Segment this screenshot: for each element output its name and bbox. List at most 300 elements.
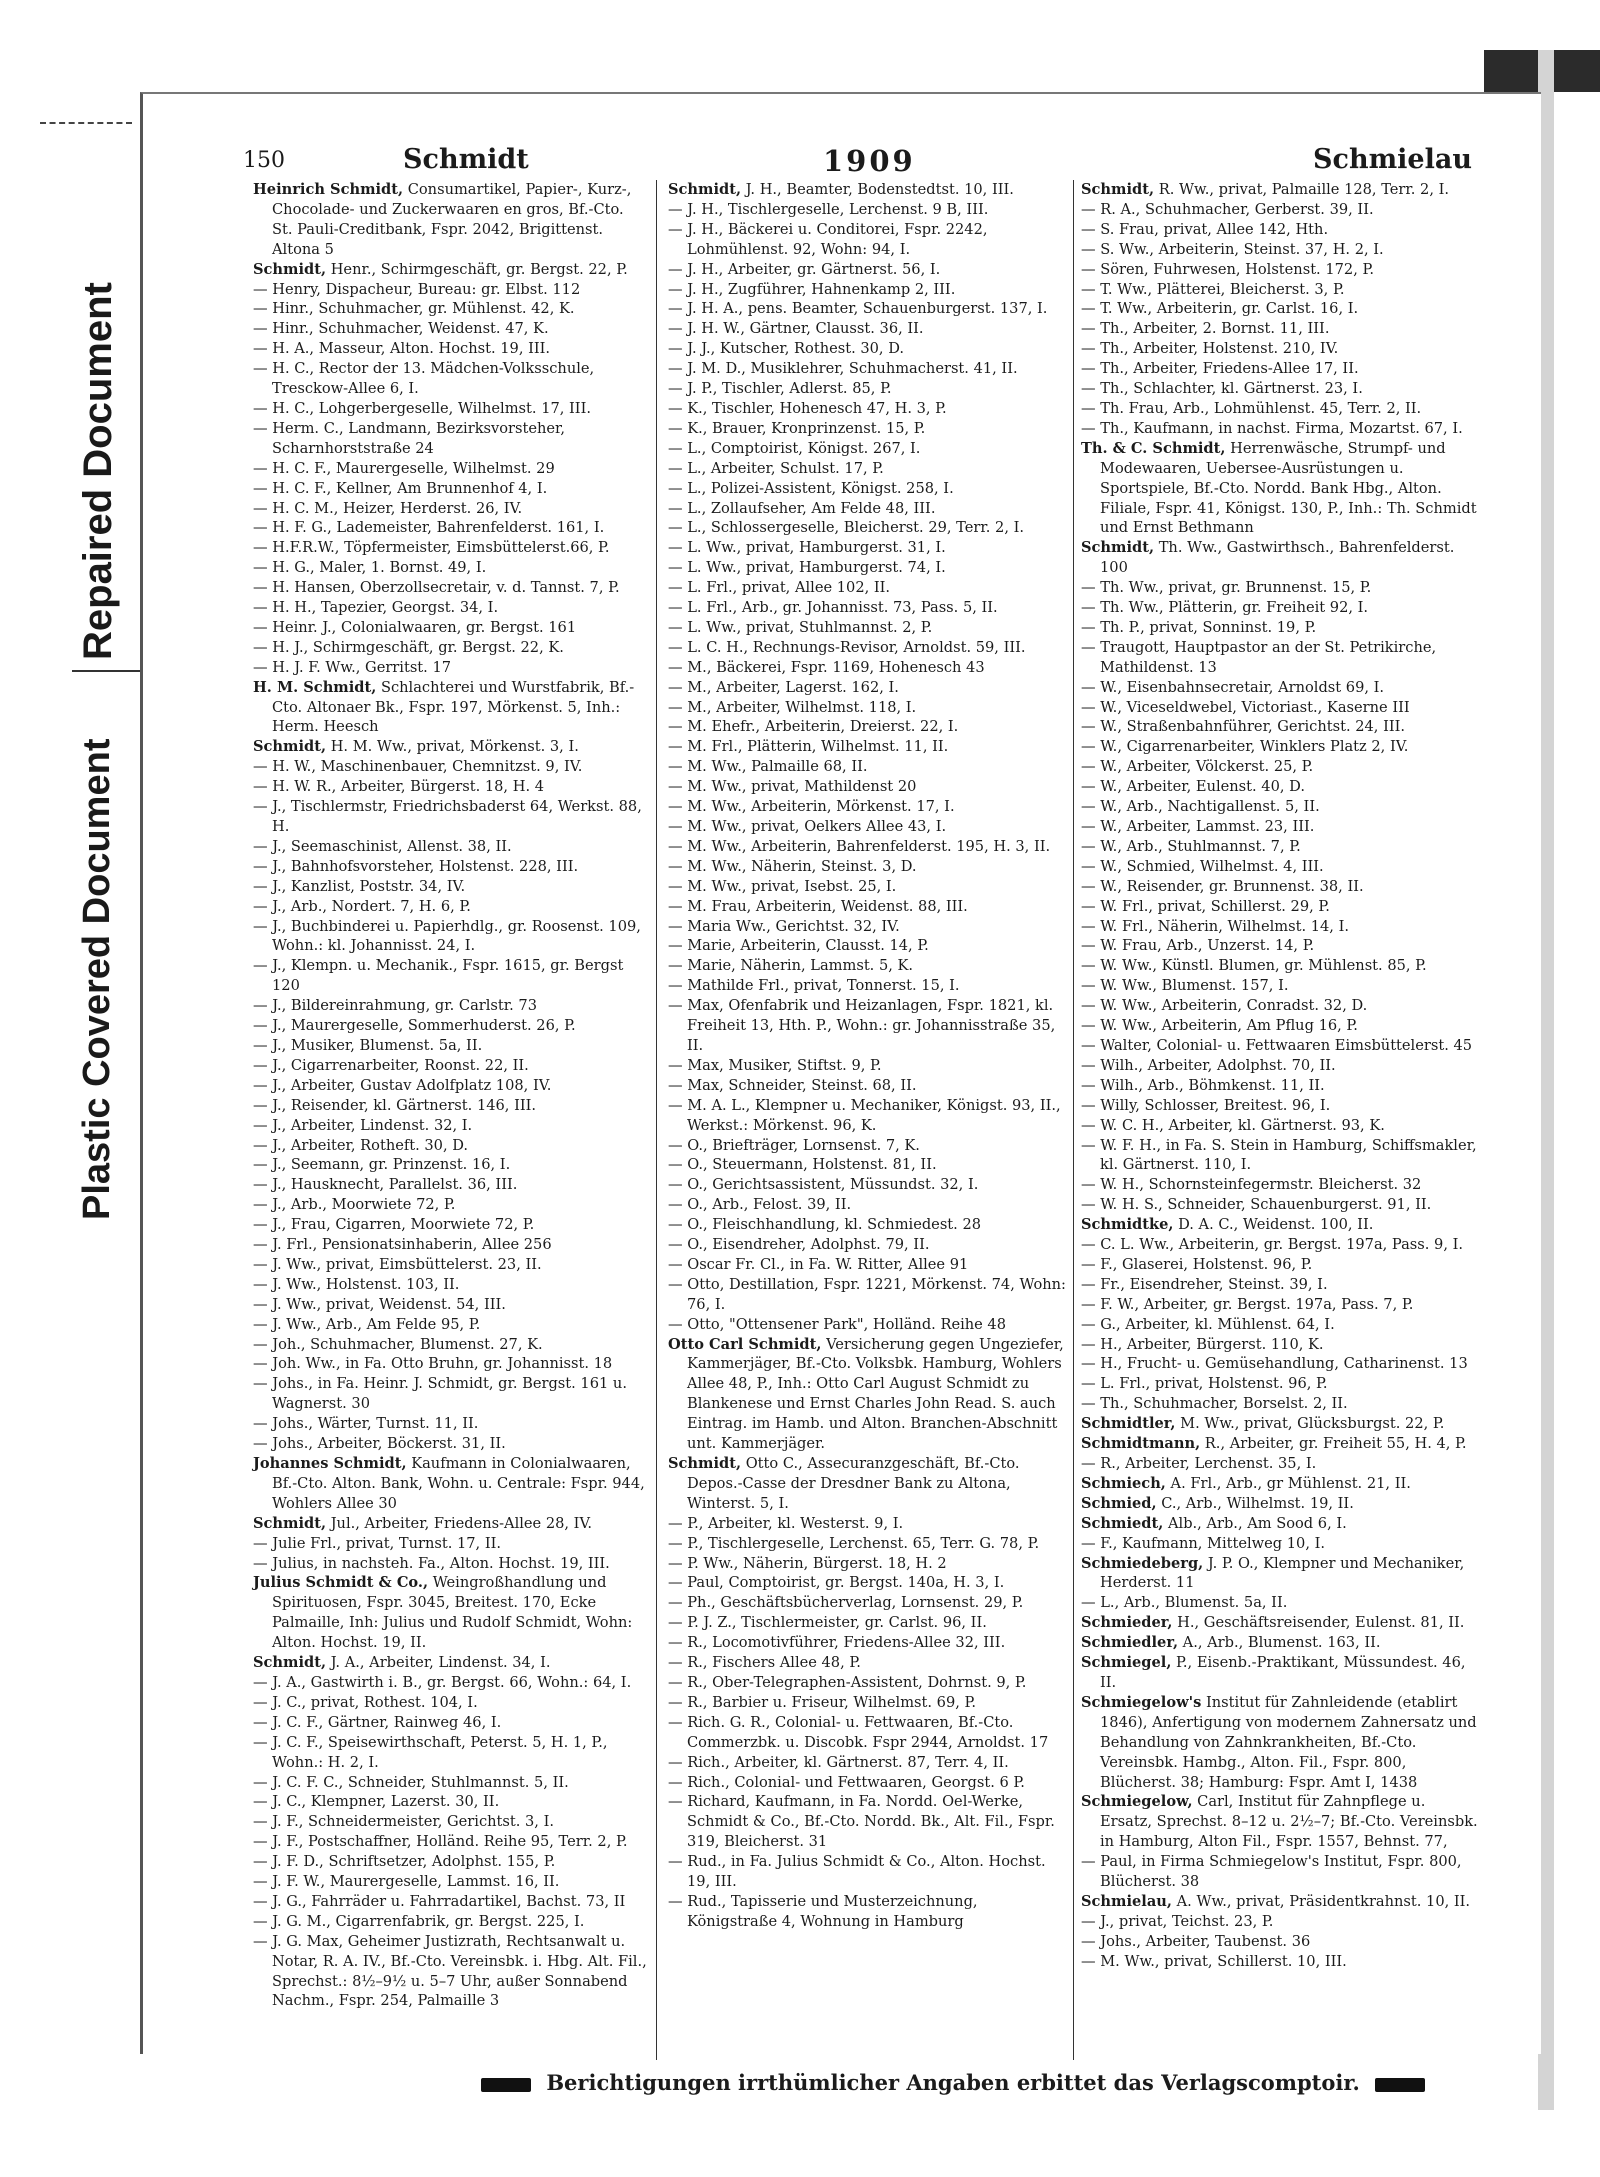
entry-details: — W., Arb., Stuhlmannst. 7, P. <box>1081 837 1301 855</box>
directory-entry <box>253 857 648 877</box>
entry-details: C., Arb., Wilhelmst. 19, II. <box>1156 1494 1354 1512</box>
entry-details: — W. Frl., privat, Schillerst. 29, P. <box>1081 897 1330 915</box>
footer-notice <box>473 2070 1373 2104</box>
column-2 <box>668 180 1068 1932</box>
directory-entry <box>1081 897 1481 917</box>
entry-details: — M. Ww., privat, Mathildenst 20 <box>668 778 917 796</box>
entry-details: — L., Arb., Blumenst. 5a, II. <box>1081 1594 1288 1612</box>
entry-name: Schmidt, <box>253 260 327 278</box>
directory-entry <box>253 1434 648 1454</box>
entry-details: — J. Ww., privat, Weidenst. 54, III. <box>253 1295 506 1313</box>
entry-details: — P. Ww., Näherin, Bürgerst. 18, H. 2 <box>668 1554 947 1572</box>
entry-details: — H., Arbeiter, Bürgerst. 110, K. <box>1081 1335 1324 1353</box>
entry-details: — H. W. R., Arbeiter, Bürgerst. 18, H. 4 <box>253 778 545 796</box>
directory-entry <box>253 1016 648 1036</box>
directory-entry <box>253 1812 648 1832</box>
entry-name: Th. & C. Schmidt, <box>1081 439 1226 457</box>
directory-entry <box>1081 1932 1481 1952</box>
entry-details: — W., Arbeiter, Eulenst. 40, D. <box>1081 778 1305 796</box>
entry-name: Schmidtke, <box>1081 1216 1174 1234</box>
directory-entry <box>668 1056 1068 1076</box>
entry-details: — L., Zollaufseher, Am Felde 48, III. <box>668 499 936 517</box>
entry-details: — J., Hausknecht, Parallelst. 36, III. <box>253 1176 518 1194</box>
directory-entry <box>668 319 1068 339</box>
directory-entry <box>1081 698 1481 718</box>
entry-details: — Maria Ww., Gerichtst. 32, IV. <box>668 917 900 935</box>
directory-entry <box>668 1773 1068 1793</box>
entry-details: — M. Ww., privat, Schillerst. 10, III. <box>1081 1952 1347 1970</box>
entry-details: — H. C., Rector der 13. Mädchen-Volksschule, Tresckow-Allee 6, I. <box>253 360 595 398</box>
directory-entry <box>668 1096 1068 1136</box>
directory-entry <box>253 1932 648 2012</box>
entry-details: Otto C., Assecuranzgeschäft, Bf.-Cto. Depos.-Casse der Dresdner Bank zu Altona, Winterst. 5, I. <box>687 1455 1020 1512</box>
entry-details: — J., Arbeiter, Lindenst. 32, I. <box>253 1116 473 1134</box>
pointing-hand-icon <box>1375 2078 1425 2092</box>
entry-details: — Max, Ofenfabrik und Heizanlagen, Fspr. 1821, kl. Freiheit 13, Hth. P., Wohn.: gr. Johannisstraße 35, II. <box>668 997 1056 1054</box>
directory-entry <box>253 1096 648 1116</box>
directory-entry <box>1081 220 1481 240</box>
entry-details: — Julie Frl., privat, Turnst. 17, II. <box>253 1534 502 1552</box>
directory-entry <box>1081 1613 1481 1633</box>
directory-entry <box>253 618 648 638</box>
directory-entry <box>253 678 648 738</box>
entry-details: — J. G., Fahrräder u. Fahrradartikel, Bachst. 73, II <box>253 1892 626 1910</box>
directory-entry <box>1081 319 1481 339</box>
directory-entry <box>1081 717 1481 737</box>
entry-details: — J. H. W., Gärtner, Clausst. 36, II. <box>668 320 924 338</box>
directory-entry <box>668 1534 1068 1554</box>
directory-entry <box>668 359 1068 379</box>
directory-entry <box>1081 1593 1481 1613</box>
directory-entry <box>668 419 1068 439</box>
directory-entry <box>1081 439 1481 539</box>
entry-details: — R., Fischers Allee 48, P. <box>668 1654 861 1672</box>
entry-details: — J., Seemaschinist, Allenst. 38, II. <box>253 837 512 855</box>
directory-entry <box>1081 1215 1481 1235</box>
entry-details: — Marie, Arbeiterin, Clausst. 14, P. <box>668 937 929 955</box>
directory-entry <box>1081 678 1481 698</box>
entry-details: — W. Frau, Arb., Unzerst. 14, P. <box>1081 937 1315 955</box>
entry-details: — Mathilde Frl., privat, Tonnerst. 15, I. <box>668 977 960 995</box>
directory-entry <box>668 1076 1068 1096</box>
entry-details: — J., Bildereinrahmung, gr. Carlstr. 73 <box>253 997 537 1015</box>
entry-details: — Paul, Comptoirist, gr. Bergst. 140a, H. 3, I. <box>668 1574 1005 1592</box>
directory-entry <box>668 1573 1068 1593</box>
directory-entry <box>253 578 648 598</box>
directory-entry <box>668 459 1068 479</box>
entry-details: — J. F., Schneidermeister, Gerichtst. 3, I. <box>253 1813 554 1831</box>
directory-entry <box>253 558 648 578</box>
entry-name: Schmidt, <box>668 181 742 198</box>
entry-details: — J., Arb., Moorwiete 72, P. <box>253 1196 456 1214</box>
directory-entry <box>668 1215 1068 1235</box>
entry-details: — W. Ww., Künstl. Blumen, gr. Mühlenst. 85, P. <box>1081 957 1427 975</box>
directory-entry <box>668 1613 1068 1633</box>
directory-entry <box>668 777 1068 797</box>
entry-details: — J., Seemann, gr. Prinzenst. 16, I. <box>253 1156 511 1174</box>
directory-entry <box>253 1374 648 1414</box>
entry-details: Henr., Schirmgeschäft, gr. Bergst. 22, P. <box>326 260 628 278</box>
directory-entry <box>1081 1136 1481 1176</box>
entry-details: — R., Barbier u. Friseur, Wilhelmst. 69, P. <box>668 1693 977 1711</box>
entry-details: — G., Arbeiter, kl. Mühlenst. 64, I. <box>1081 1315 1335 1333</box>
entry-details: — H. A., Masseur, Alton. Hochst. 19, III. <box>253 340 551 358</box>
directory-entry <box>668 757 1068 777</box>
directory-entry <box>253 598 648 618</box>
entry-details: — F. W., Arbeiter, gr. Bergst. 197a, Pass. 7, P. <box>1081 1295 1414 1313</box>
directory-entry <box>253 897 648 917</box>
entry-details: — J. H., Tischlergeselle, Lerchenst. 9 B, III. <box>668 200 989 218</box>
directory-entry <box>1081 917 1481 937</box>
entry-details: — M. Ww., privat, Isebst. 25, I. <box>668 877 897 895</box>
directory-entry <box>253 1175 648 1195</box>
entry-details: — H. G., Maler, 1. Bornst. 49, I. <box>253 559 487 577</box>
entry-name: Schmidt, <box>1081 539 1155 557</box>
entry-name: Schmidt, <box>668 1455 742 1472</box>
directory-entry <box>253 1713 648 1733</box>
directory-entry <box>253 1195 648 1215</box>
entry-name: Johannes Schmidt, <box>253 1455 407 1472</box>
entry-details: — W. Ww., Arbeiterin, Am Pflug 16, P. <box>1081 1017 1358 1035</box>
entry-details: — Th., Arbeiter, Holstenst. 210, IV. <box>1081 340 1339 358</box>
entry-details: — H. H., Tapezier, Georgst. 34, I. <box>253 599 499 617</box>
directory-entry <box>253 1036 648 1056</box>
entry-details: — Rich. G. R., Colonial- u. Fettwaaren, Bf.-Cto. Commerzbk. u. Discobk. Fspr 2944, Arnoldst. 17 <box>668 1713 1049 1751</box>
directory-entry <box>1081 618 1481 638</box>
entry-details: — M. A. L., Klempner u. Mechaniker, Königst. 93, II., Werkst.: Mörkenst. 96, K. <box>668 1096 1061 1134</box>
entry-details: — J., Musiker, Blumenst. 5a, II. <box>253 1036 483 1054</box>
directory-entry <box>253 1354 648 1374</box>
right-running-head: Schmielau <box>1313 144 1472 175</box>
entry-details: — W. H., Schornsteinfegermstr. Bleicherst. 32 <box>1081 1176 1422 1194</box>
entry-details: — Rud., Tapisserie und Musterzeichnung, Königstraße 4, Wohnung in Hamburg <box>668 1892 978 1930</box>
directory-entry <box>1081 1374 1481 1394</box>
entry-details: Th. Ww., Gastwirthsch., Bahrenfelderst. 100 <box>1100 539 1455 577</box>
directory-entry <box>668 956 1068 976</box>
entry-details: Jul., Arbeiter, Friedens-Allee 28, IV. <box>326 1514 593 1532</box>
entry-name: Julius Schmidt & Co., <box>253 1574 429 1592</box>
entry-details: — Th. Frau, Arb., Lohmühlenst. 45, Terr. 2, II. <box>1081 399 1422 417</box>
entry-details: — W. H. S., Schneider, Schauenburgerst. 91, II. <box>1081 1196 1432 1214</box>
directory-entry <box>668 797 1068 817</box>
directory-entry <box>1081 240 1481 260</box>
directory-entry <box>668 558 1068 578</box>
entry-details: — W. Ww., Blumenst. 157, I. <box>1081 977 1289 995</box>
entry-details: — F., Kaufmann, Mittelweg 10, I. <box>1081 1534 1326 1552</box>
entry-details: — Sören, Fuhrwesen, Holstenst. 172, P. <box>1081 260 1374 278</box>
directory-entry <box>668 1753 1068 1773</box>
directory-entry <box>668 598 1068 618</box>
entry-details: — W., Eisenbahnsecretair, Arnoldst 69, I. <box>1081 678 1385 696</box>
directory-entry <box>253 1335 648 1355</box>
directory-entry <box>1081 399 1481 419</box>
entry-details: — R., Locomotivführer, Friedens-Allee 32, III. <box>668 1634 1006 1652</box>
entry-details: — Th., Schuhmacher, Borselst. 2, II. <box>1081 1395 1348 1413</box>
entry-details: — W., Viceseldwebel, Victoriast., Kaserne III <box>1081 698 1410 716</box>
entry-details: — L. Frl., privat, Holstenst. 96, P. <box>1081 1375 1328 1393</box>
entry-details: — J., Arbeiter, Rotheft. 30, D. <box>253 1136 469 1154</box>
directory-entry <box>668 578 1068 598</box>
directory-entry <box>253 1832 648 1852</box>
directory-entry <box>253 797 648 837</box>
directory-entry <box>1081 1494 1481 1514</box>
directory-entry <box>668 1693 1068 1713</box>
entry-details: — J. A., Gastwirth i. B., gr. Bergst. 66, Wohn.: 64, I. <box>253 1673 632 1691</box>
column-rule <box>1073 180 1074 2060</box>
directory-entry <box>1081 1514 1481 1534</box>
directory-entry <box>668 1792 1068 1852</box>
entry-details: H., Geschäftsreisender, Eulenst. 81, II. <box>1172 1614 1465 1632</box>
directory-entry <box>253 479 648 499</box>
directory-entry <box>1081 1912 1481 1932</box>
directory-entry <box>253 1653 648 1673</box>
entry-name: Schmiech, <box>1081 1474 1166 1492</box>
entry-details: Alb., Arb., Am Sood 6, I. <box>1163 1514 1347 1532</box>
directory-entry <box>668 1235 1068 1255</box>
entry-details: — W. C. H., Arbeiter, kl. Gärtnerst. 93, K. <box>1081 1116 1385 1134</box>
footer-text: Berichtigungen irrthümlicher Angaben erbittet das Verlagscomptoir. <box>546 2070 1360 2095</box>
entry-details: Institut für Zahnleidende (etablirt 1846), Anfertigung von modernem Zahnersatz und Behandlung von Zahnkrankheiten, Bf.-Cto. Vereinsbk. Hambg., Alton. Fil., Fspr. 800, Blücherst. 38; Hamburg: Fspr. Amt I, 1438 <box>1100 1693 1477 1791</box>
entry-details: — L., Comptoirist, Königst. 267, I. <box>668 439 921 457</box>
directory-entry <box>253 299 648 319</box>
entry-details: — J. J., Kutscher, Rothest. 30, D. <box>668 340 905 358</box>
entry-details: R., Arbeiter, gr. Freiheit 55, H. 4, P. <box>1200 1435 1467 1453</box>
directory-entry <box>1081 1454 1481 1474</box>
entry-details: — Traugott, Hauptpastor an der St. Petrikirche, Mathildenst. 13 <box>1081 638 1437 676</box>
page-number: 150 <box>243 148 285 173</box>
directory-entry <box>253 1056 648 1076</box>
directory-entry <box>1081 1335 1481 1355</box>
directory-entry <box>253 837 648 857</box>
directory-entry <box>668 1275 1068 1315</box>
entry-details: — W., Arbeiter, Völckerst. 25, P. <box>1081 758 1314 776</box>
entry-details: — J. C. F. C., Schneider, Stuhlmannst. 5, II. <box>253 1773 569 1791</box>
directory-entry <box>668 717 1068 737</box>
entry-name: Schmiegelow's <box>1081 1693 1202 1711</box>
directory-entry <box>1081 757 1481 777</box>
dashed-marker <box>40 122 132 124</box>
entry-details: H. M. Ww., privat, Mörkenst. 3, I. <box>326 738 579 756</box>
directory-entry <box>253 339 648 359</box>
entry-details: — Johs., in Fa. Heinr. J. Schmidt, gr. Bergst. 161 u. Wagnerst. 30 <box>253 1375 627 1413</box>
entry-details: — J., Frau, Cigarren, Moorwiete 72, P. <box>253 1216 535 1234</box>
directory-entry <box>253 1315 648 1335</box>
entry-details: — M. Ww., privat, Oelkers Allee 43, I. <box>668 818 947 835</box>
entry-details: — J., Arbeiter, Gustav Adolfplatz 108, IV. <box>253 1076 552 1094</box>
entry-details: — W. Ww., Arbeiterin, Conradst. 32, D. <box>1081 997 1368 1015</box>
column-rule <box>656 180 657 2060</box>
directory-entry <box>668 538 1068 558</box>
entry-details: — K., Tischler, Hohenesch 47, H. 3, P. <box>668 399 947 417</box>
directory-entry <box>1081 1175 1481 1195</box>
directory-entry <box>668 1593 1068 1613</box>
entry-details: — J. H., Bäckerei u. Conditorei, Fspr. 2242, Lohmühlenst. 92, Wohn: 94, I. <box>668 220 988 258</box>
directory-entry <box>1081 1116 1481 1136</box>
directory-entry <box>668 180 1068 200</box>
entry-details: — C. L. Ww., Arbeiterin, gr. Bergst. 197a, Pass. 9, I. <box>1081 1236 1464 1254</box>
entry-details: — Ph., Geschäftsbücherverlag, Lornsenst. 29, P. <box>668 1594 1024 1612</box>
entry-details: — H. W., Maschinenbauer, Chemnitzst. 9, IV. <box>253 758 583 776</box>
entry-name: Schmidt, <box>253 1514 327 1532</box>
directory-entry <box>253 1514 648 1534</box>
entry-details: — Otto, Destillation, Fspr. 1221, Mörkenst. 74, Wohn: 76, I. <box>668 1275 1066 1313</box>
directory-entry <box>1081 1633 1481 1653</box>
directory-entry <box>668 399 1068 419</box>
entry-details: — J. Ww., Holstenst. 103, II. <box>253 1275 460 1293</box>
directory-entry <box>253 1792 648 1812</box>
directory-entry <box>253 499 648 519</box>
directory-entry <box>253 399 648 419</box>
entry-details: — M. Ww., Arbeiterin, Bahrenfelderst. 195, H. 3, II. <box>668 837 1051 855</box>
entry-details: — J. P., Tischler, Adlerst. 85, P. <box>668 380 892 398</box>
entry-details: — Paul, in Firma Schmiegelow's Institut, Fspr. 800, Blücherst. 38 <box>1081 1853 1462 1891</box>
directory-entry <box>1081 280 1481 300</box>
directory-entry <box>668 1195 1068 1215</box>
directory-entry <box>668 1852 1068 1892</box>
column-3 <box>1081 180 1481 1972</box>
entry-details: — K., Brauer, Kronprinzenst. 15, P. <box>668 419 926 437</box>
directory-entry <box>668 658 1068 678</box>
directory-entry <box>668 857 1068 877</box>
directory-entry <box>1081 1852 1481 1892</box>
directory-entry <box>668 678 1068 698</box>
entry-details: — Th. Ww., privat, gr. Brunnenst. 15, P. <box>1081 579 1372 597</box>
entry-details: A. Frl., Arb., gr Mühlenst. 21, II. <box>1165 1474 1411 1492</box>
pointing-hand-icon <box>481 2078 531 2092</box>
entry-details: — S. Ww., Arbeiterin, Steinst. 37, H. 2, I. <box>1081 240 1384 258</box>
entry-details: J. H., Beamter, Bodenstedtst. 10, III. <box>741 181 1014 198</box>
entry-details: — O., Eisendreher, Adolphst. 79, II. <box>668 1236 930 1254</box>
entry-details: — Th., Schlachter, kl. Gärtnerst. 23, I. <box>1081 380 1363 398</box>
directory-entry <box>253 777 648 797</box>
entry-details: — Johs., Arbeiter, Taubenst. 36 <box>1081 1932 1311 1950</box>
entry-details: D. A. C., Weidenst. 100, II. <box>1173 1216 1374 1234</box>
directory-entry <box>1081 419 1481 439</box>
directory-entry <box>1081 1792 1481 1852</box>
entry-details: — Wilh., Arbeiter, Adolphst. 70, II. <box>1081 1056 1336 1074</box>
directory-entry <box>253 877 648 897</box>
entry-details: — L. Ww., privat, Hamburgerst. 74, I. <box>668 559 946 577</box>
directory-entry <box>668 837 1068 857</box>
entry-details: — M., Arbeiter, Lagerst. 162, I. <box>668 678 899 696</box>
entry-details: — J., Bahnhofsvorsteher, Holstenst. 228, III. <box>253 857 579 875</box>
entry-details: — Hinr., Schuhmacher, Weidenst. 47, K. <box>253 320 549 338</box>
entry-details: Schlachterei und Wurstfabrik, Bf.-Cto. Altonaer Bk., Fspr. 197, Mörkenst. 5, Inh.: Herm. Heesch <box>272 678 635 736</box>
directory-entry <box>668 379 1068 399</box>
entry-details: — J. C., Klempner, Lazerst. 30, II. <box>253 1793 500 1811</box>
entry-details: — L. Frl., privat, Allee 102, II. <box>668 579 891 597</box>
entry-details: — H. F. G., Lademeister, Bahrenfelderst. 161, I. <box>253 519 605 537</box>
entry-name: Schmieder, <box>1081 1614 1173 1632</box>
entry-details: — J., Cigarrenarbeiter, Roonst. 22, II. <box>253 1056 529 1074</box>
directory-entry <box>253 1295 648 1315</box>
page-header <box>243 144 1533 184</box>
directory-entry <box>668 339 1068 359</box>
directory-entry <box>1081 1414 1481 1434</box>
directory-entry <box>253 1912 648 1932</box>
entry-details: — Th. Ww., Plätterin, gr. Freiheit 92, I. <box>1081 599 1369 617</box>
directory-page <box>140 92 1541 2095</box>
directory-entry <box>253 260 648 280</box>
entry-details: — J. M. D., Musiklehrer, Schuhmacherst. 41, II. <box>668 360 1018 378</box>
directory-entry <box>253 1275 648 1295</box>
entry-details: — Max, Musiker, Stiftst. 9, P. <box>668 1056 882 1074</box>
entry-details: — Oscar Fr. Cl., in Fa. W. Ritter, Allee 91 <box>668 1255 969 1273</box>
directory-entry <box>1081 1235 1481 1255</box>
entry-details: — H.F.R.W., Töpfermeister, Eimsbüttelerst.66, P. <box>253 539 610 557</box>
directory-entry <box>668 260 1068 280</box>
directory-entry <box>253 1673 648 1693</box>
entry-details: — Th. P., privat, Sonninst. 19, P. <box>1081 618 1317 636</box>
entry-details: — L. Ww., privat, Hamburgerst. 31, I. <box>668 539 946 557</box>
directory-entry <box>253 956 648 996</box>
directory-entry <box>668 638 1068 658</box>
directory-entry <box>253 180 648 260</box>
entry-details: — Heinr. J., Colonialwaaren, gr. Bergst. 161 <box>253 618 577 636</box>
directory-entry <box>668 1554 1068 1574</box>
directory-entry <box>253 1852 648 1872</box>
directory-entry <box>668 698 1068 718</box>
entry-details: Versicherung gegen Ungeziefer, Kammerjäger, Bf.-Cto. Volksbk. Hamburg, Wohlers Allee 48, P., Inh.: Otto Carl August Schmidt zu Blankenese und Ernst Charles John Read. S. auch Eintrag. im Hamb. und Alton. Branchen-Abschnitt unt. Kammerjäger. <box>687 1335 1064 1453</box>
entry-details: — H. J. F. Ww., Gerritst. 17 <box>253 658 452 676</box>
entry-name: Schmidtler, <box>1081 1415 1176 1433</box>
entry-details: — Rud., in Fa. Julius Schmidt & Co., Alton. Hochst. 19, III. <box>668 1853 1046 1891</box>
directory-entry <box>1081 1255 1481 1275</box>
entry-details: — J. H. A., pens. Beamter, Schauenburgerst. 137, I. <box>668 300 1048 318</box>
directory-entry <box>253 419 648 459</box>
entry-details: — W., Reisender, gr. Brunnenst. 38, II. <box>1081 877 1364 895</box>
entry-details: — J. Ww., privat, Eimsbüttelerst. 23, II. <box>253 1255 542 1273</box>
entry-details: — S. Frau, privat, Allee 142, Hth. <box>1081 220 1329 238</box>
entry-details: — M. Frau, Arbeiterin, Weidenst. 88, III. <box>668 897 968 915</box>
directory-entry <box>1081 1892 1481 1912</box>
entry-details: P., Eisenb.-Praktikant, Müssundest. 46, II. <box>1100 1654 1466 1691</box>
directory-entry <box>668 618 1068 638</box>
directory-entry <box>668 439 1068 459</box>
directory-entry <box>253 1076 648 1096</box>
directory-entry <box>668 877 1068 897</box>
entry-details: Herrenwäsche, Strumpf- und Modewaaren, Uebersee-Ausrüstungen u. Sportspiele, Bf.-Cto. Nordd. Bank Hbg., Alton. Filiale, Fspr. 41, Königst. 130, P., Inh.: Th. Schmidt und Ernst Bethmann <box>1100 439 1477 537</box>
entry-name: Schmiegelow, <box>1081 1793 1193 1811</box>
entry-details: Kaufmann in Colonialwaaren, Bf.-Cto. Alton. Bank, Wohn. u. Centrale: Fspr. 944, Wohlers Allee 30 <box>272 1455 645 1512</box>
directory-entry <box>253 638 648 658</box>
directory-entry <box>1081 1096 1481 1116</box>
directory-entry <box>253 996 648 1016</box>
directory-entry <box>668 1633 1068 1653</box>
entry-details: — J., Arb., Nordert. 7, H. 6, P. <box>253 897 471 915</box>
entry-details: — J. C. F., Speisewirthschaft, Peterst. 5, H. 1, P., Wohn.: H. 2, I. <box>253 1733 608 1771</box>
entry-details: — T. Ww., Arbeiterin, gr. Carlst. 16, I. <box>1081 300 1359 318</box>
directory-entry <box>668 1653 1068 1673</box>
entry-details: — M. Ww., Palmaille 68, II. <box>668 758 868 776</box>
directory-entry <box>668 1315 1068 1335</box>
entry-details: — J. H., Arbeiter, gr. Gärtnerst. 56, I. <box>668 260 941 278</box>
entry-details: M. Ww., privat, Glücksburgst. 22, P. <box>1175 1415 1445 1433</box>
directory-entry <box>1081 1295 1481 1315</box>
directory-entry <box>668 1255 1068 1275</box>
directory-entry <box>1081 339 1481 359</box>
entry-details: — J., Maurergeselle, Sommerhuderst. 26, P. <box>253 1017 576 1035</box>
directory-entry <box>1081 260 1481 280</box>
entry-details: — R., Ober-Telegraphen-Assistent, Dohrnst. 9, P. <box>668 1673 1027 1691</box>
directory-entry <box>1081 837 1481 857</box>
entry-details: — J. Ww., Arb., Am Felde 95, P. <box>253 1315 481 1333</box>
entry-details: Carl, Institut für Zahnpflege u. Ersatz, Sprechst. 8–12 u. 2½–7; Bf.-Cto. Vereinsbk. in Hamburg, Alton Fil., Fspr. 1557, Behnst. 77, <box>1100 1793 1478 1851</box>
directory-entry <box>668 479 1068 499</box>
directory-entry <box>253 1116 648 1136</box>
entry-details: — M. Ww., Arbeiterin, Mörkenst. 17, I. <box>668 798 955 816</box>
directory-entry <box>1081 1354 1481 1374</box>
